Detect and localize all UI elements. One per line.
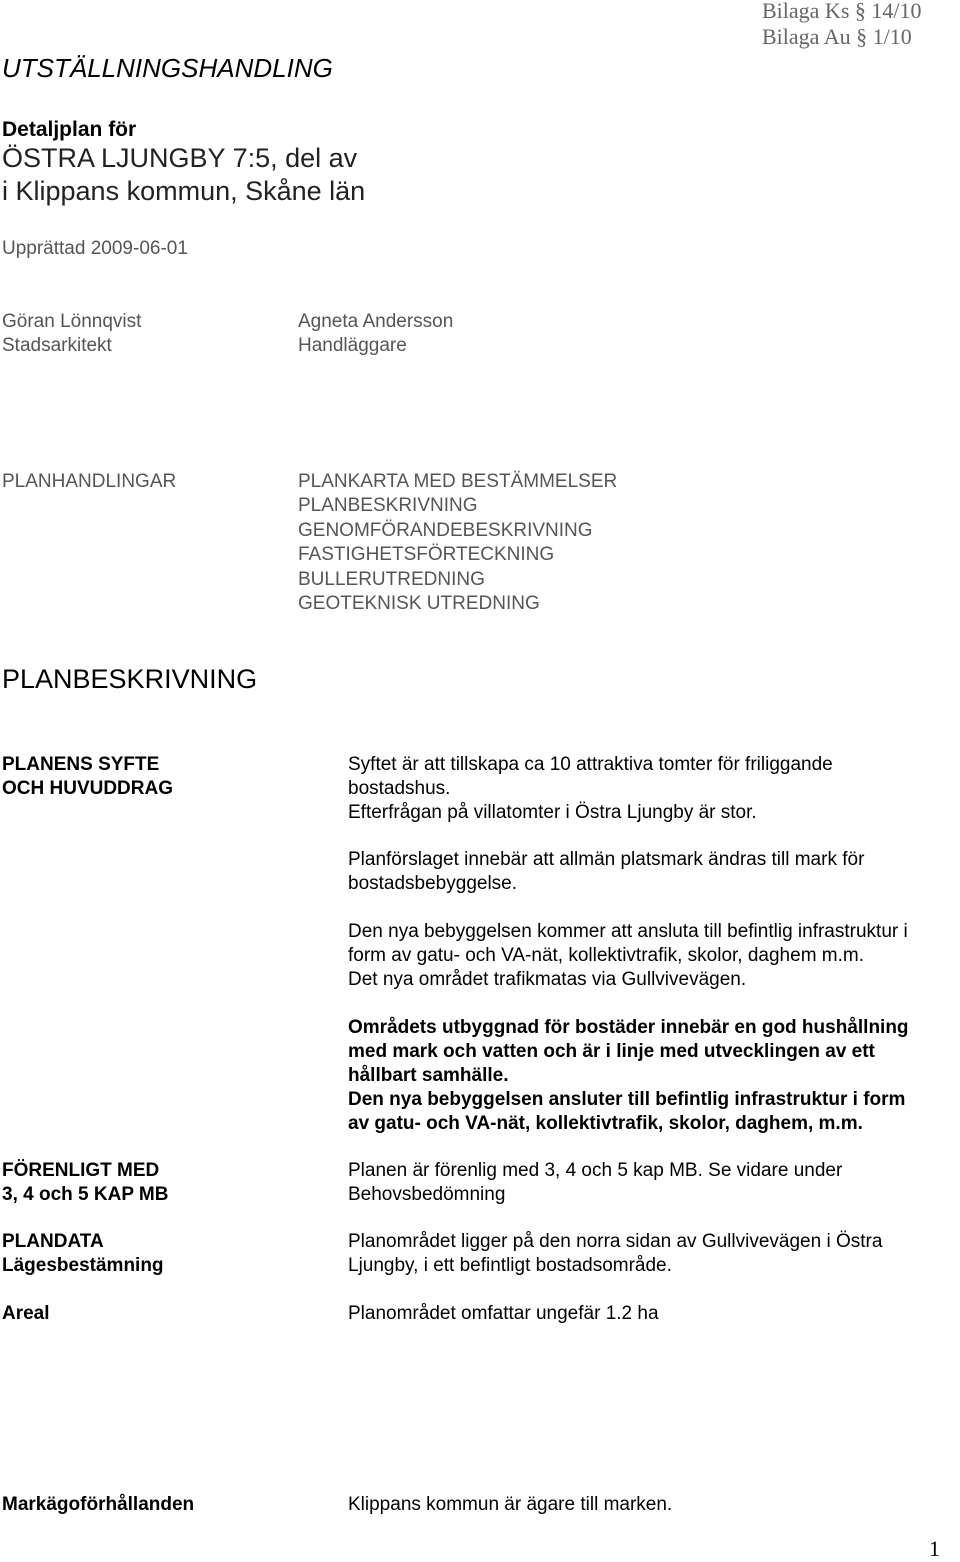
paragraph-line: Behovsbedömning [348, 1184, 506, 1205]
paragraph-line: Den nya bebyggelsen kommer att ansluta till befintlig infrastruktur i [348, 921, 908, 942]
signatory-name: Göran Lönnqvist [2, 311, 142, 332]
planhandling-item: GEOTEKNISK UTREDNING [298, 593, 540, 615]
paragraph-line: Det nya området trafikmatas via Gullvivevägen. [348, 969, 747, 990]
planhandlingar-label: PLANHANDLINGAR [2, 471, 177, 492]
markagoforhallanden-text: Klippans kommun är ägare till marken. [348, 1494, 673, 1515]
syfte-label-line: OCH HUVUDDRAG [2, 778, 173, 799]
bilaga-ks-prefix: Bilaga Ks [762, 0, 855, 23]
date-prepared: Upprättad 2009-06-01 [2, 238, 188, 259]
planhandling-item: BULLERUTREDNING [298, 568, 485, 590]
bilaga-references [762, 0, 922, 50]
paragraph-line: bostadshus. [348, 778, 451, 799]
page-number: 1 [929, 1536, 940, 1561]
signatory-title: Stadsarkitekt [2, 335, 112, 356]
lagesbestamning-label: Lägesbestämning [2, 1255, 164, 1276]
bilaga-au-value: 1/10 [867, 24, 912, 49]
plan-heading: Detaljplan för [2, 118, 137, 141]
signatory-handler [298, 310, 453, 358]
planhandling-item: PLANKARTA MED BESTÄMMELSER [298, 471, 618, 492]
plandata-heading: PLANDATA [2, 1231, 104, 1252]
paragraph-line: Områdets utbyggnad för bostäder innebär en god hushållning [348, 1017, 909, 1038]
plan-name-line: ÖSTRA LJUNGBY 7:5, del av [2, 143, 358, 173]
signatory-name: Agneta Andersson [298, 311, 454, 332]
bilaga-au [762, 24, 922, 50]
planhandling-item: FASTIGHETSFÖRTECKNING [298, 544, 555, 566]
mb-label [2, 1159, 168, 1207]
syfte-paragraph [348, 920, 908, 992]
section-title: PLANBESKRIVNING [2, 664, 258, 694]
syfte-label [2, 753, 173, 801]
paragraph-icon: § [854, 0, 866, 23]
paragraph-line: hållbart samhälle. [348, 1065, 509, 1086]
paragraph-line: Ljungby, i ett befintligt bostadsområde. [348, 1255, 672, 1276]
lagesbestamning-text [348, 1230, 882, 1278]
mb-label-line: 3, 4 och 5 KAP MB [2, 1184, 169, 1205]
paragraph-line: Planen är förenlig med 3, 4 och 5 kap MB. Se vidare under [348, 1160, 843, 1181]
syfte-label-line: PLANENS SYFTE [2, 754, 160, 775]
bilaga-ks [762, 0, 922, 24]
paragraph-line: Den nya bebyggelsen ansluter till befintlig infrastruktur i form [348, 1089, 906, 1110]
paragraph-line: bostadsbebyggelse. [348, 873, 518, 894]
paragraph-line: av gatu- och VA-nät, kollektivtrafik, skolor, daghem, m.m. [348, 1113, 863, 1134]
paragraph-icon: § [856, 24, 868, 49]
paragraph-line: Planområdet ligger på den norra sidan av Gullvivevägen i Östra [348, 1231, 883, 1252]
paragraph-line: Efterfrågan på villatomter i Östra Ljungby är stor. [348, 802, 757, 823]
mb-label-line: FÖRENLIGT MED [2, 1160, 160, 1181]
planhandling-item: GENOMFÖRANDEBESKRIVNING [298, 519, 593, 541]
planhandling-item: PLANBESKRIVNING [298, 495, 478, 517]
mb-text [348, 1159, 842, 1207]
paragraph-line: Planförslaget innebär att allmän platsmark ändras till mark för [348, 849, 865, 870]
markagoforhallanden-label: Markägoförhållanden [2, 1494, 195, 1515]
signatory-title: Handläggare [298, 335, 407, 356]
document-type: UTSTÄLLNINGSHANDLING [2, 53, 333, 83]
syfte-paragraph [348, 753, 833, 825]
areal-label: Areal [2, 1303, 50, 1324]
paragraph-line: form av gatu- och VA-nät, kollektivtrafik, skolor, daghem m.m. [348, 945, 865, 966]
plandata-label [2, 1230, 164, 1278]
paragraph-line: med mark och vatten och är i linje med utvecklingen av ett [348, 1041, 875, 1062]
paragraph-line: Syftet är att tillskapa ca 10 attraktiva tomter för friliggande [348, 754, 833, 775]
syfte-paragraph [348, 848, 864, 896]
bilaga-au-prefix: Bilaga Au [762, 24, 857, 49]
syfte-emphasis-paragraph [348, 1016, 909, 1136]
plan-name-line: i Klippans kommun, Skåne län [2, 176, 366, 206]
planhandlingar-list [298, 470, 617, 616]
signatory-architect [2, 310, 141, 358]
plan-name [2, 142, 365, 208]
bilaga-ks-value: 14/10 [865, 0, 922, 23]
areal-text: Planområdet omfattar ungefär 1.2 ha [348, 1303, 659, 1324]
